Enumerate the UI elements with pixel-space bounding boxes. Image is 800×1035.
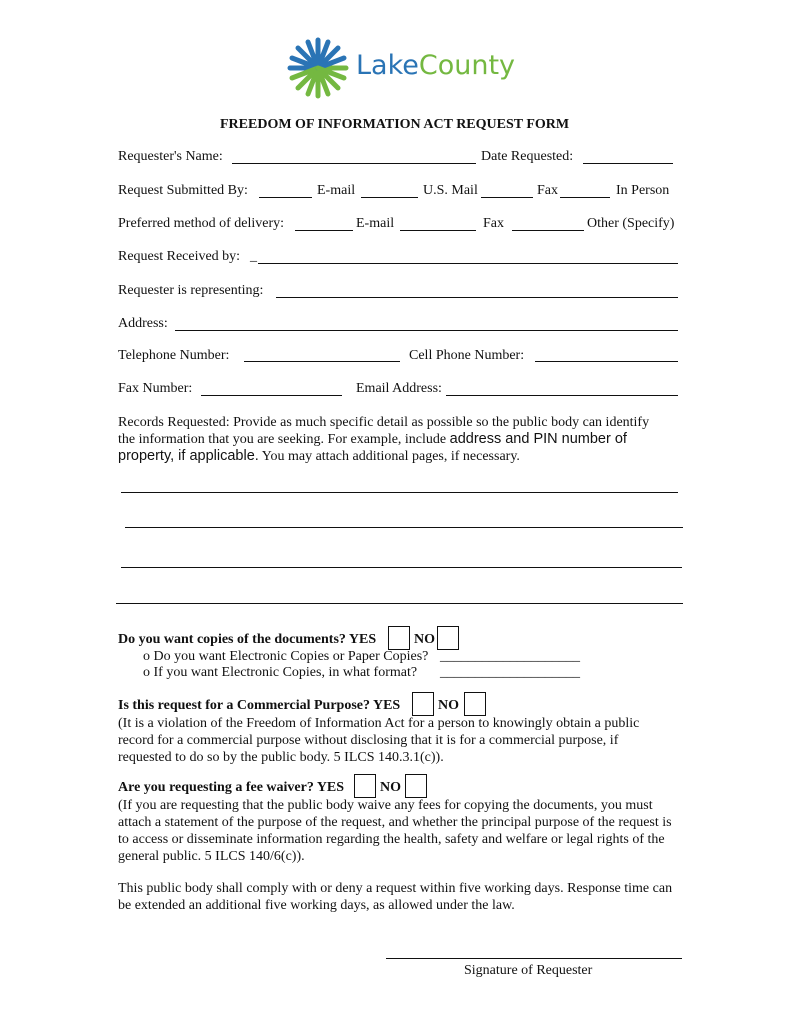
records-blank-line-3[interactable] [121,567,682,568]
cell-phone-label: Cell Phone Number: [409,348,525,363]
telephone-label: Telephone Number: [118,348,230,363]
commercial-note: (It is a violation of the Freedom of Information Act for a person to knowingly obtain a public record for a commercial purpose without disclosing that it is for a commercial purpose, if requested to do so by the public body. 5 ILCS 140.3.1(c)). [118,716,640,765]
email-address-label: Email Address: [356,381,442,396]
delivery-other-label: Other (Specify) [587,216,675,231]
logo-wordmark [356,50,515,81]
date-requested-field[interactable] [583,163,673,164]
lake-county-logo [286,36,518,102]
fax-number-field[interactable] [201,395,342,396]
commercial-no-label: NO [438,698,459,713]
submitted-email-blank[interactable] [259,197,312,198]
copies-no-checkbox[interactable] [437,626,459,650]
email-address-field[interactable] [446,395,678,396]
waiver-yes-checkbox[interactable] [354,774,376,798]
submitted-person-label: In Person [616,183,670,198]
copies-yes-checkbox[interactable] [388,626,410,650]
representing-label: Requester is representing: [118,283,264,298]
records-line-2 [118,431,649,448]
records-blank-line-4[interactable] [116,603,683,604]
commercial-no-checkbox[interactable] [464,692,486,716]
delivery-fax-label: Fax [483,216,504,231]
received-by-label: Request Received by: [118,249,241,264]
records-line-3 [118,448,649,465]
telephone-field[interactable] [244,361,400,362]
copies-sub-2: o If you want Electronic Copies, in what format? [143,665,418,680]
copies-sub-2-blank[interactable]: ____________________ [440,665,580,680]
fax-number-label: Fax Number: [118,381,193,396]
form-title: FREEDOM OF INFORMATION ACT REQUEST FORM [220,117,570,132]
submitted-by-label: Request Submitted By: [118,183,248,198]
preferred-delivery-label: Preferred method of delivery: [118,216,284,231]
received-by-field[interactable] [258,263,678,264]
submitted-fax-blank[interactable] [481,197,533,198]
signature-label: Signature of Requester [464,963,593,978]
delivery-email-blank[interactable] [295,230,353,231]
cell-phone-field[interactable] [535,361,678,362]
submitted-email-label: E-mail [317,183,356,198]
date-requested-label: Date Requested: [481,149,574,164]
submitted-person-blank[interactable] [560,197,610,198]
address-label: Address: [118,316,168,331]
submitted-mail-blank[interactable] [361,197,418,198]
copies-sub-1: o Do you want Electronic Copies or Paper Copies? [143,649,429,664]
copies-question: Do you want copies of the documents? YES [118,632,377,647]
records-line-2-a: the information that you are seeking. For example, include [118,432,450,447]
waiver-question: Are you requesting a fee waiver? YES [118,780,345,795]
logo-lake: Lake [356,50,419,81]
waiver-note: (If you are requesting that the public body waive any fees for copying the documents, you must attach a statement of the purpose of the request, and whether the principal purpose of the request is to access or disseminate information regarding the health, safety and welfare or legal rights of the general public. 5 ILCS 140/6(c)). [118,798,672,864]
waiver-no-label: NO [380,780,401,795]
signature-field[interactable] [386,958,682,959]
waiver-no-checkbox[interactable] [405,774,427,798]
records-blank-line-2[interactable] [125,527,683,528]
requester-name-label: Requester's Name: [118,149,223,164]
records-line-3-b: You may attach additional pages, if necessary. [258,449,520,464]
delivery-email-label: E-mail [356,216,395,231]
records-requested-text [118,414,649,465]
comply-statement: This public body shall comply with or deny a request within five working days. Response time can be extended an additional five working days, as allowed under the law. [118,881,673,913]
commercial-yes-checkbox[interactable] [412,692,434,716]
submitted-fax-label: Fax [537,183,558,198]
requester-name-field[interactable] [232,163,476,164]
received-by-mark: _ [250,249,257,264]
records-line-3-a: property, if applicable. [118,448,259,464]
snowflake-logo-icon [286,36,350,100]
records-line-1: Records Requested: Provide as much specific detail as possible so the public body can identify [118,415,650,430]
copies-no-label: NO [414,632,435,647]
records-blank-line-1[interactable] [121,492,678,493]
copies-sub-1-blank[interactable]: ____________________ [440,649,580,664]
submitted-mail-label: U.S. Mail [423,183,478,198]
delivery-fax-blank[interactable] [400,230,476,231]
address-field[interactable] [175,330,678,331]
logo-county: County [418,50,516,81]
records-line-2-b: address and PIN number of [449,431,627,447]
delivery-other-blank[interactable] [512,230,584,231]
representing-field[interactable] [276,297,678,298]
commercial-question: Is this request for a Commercial Purpose? YES [118,698,401,713]
